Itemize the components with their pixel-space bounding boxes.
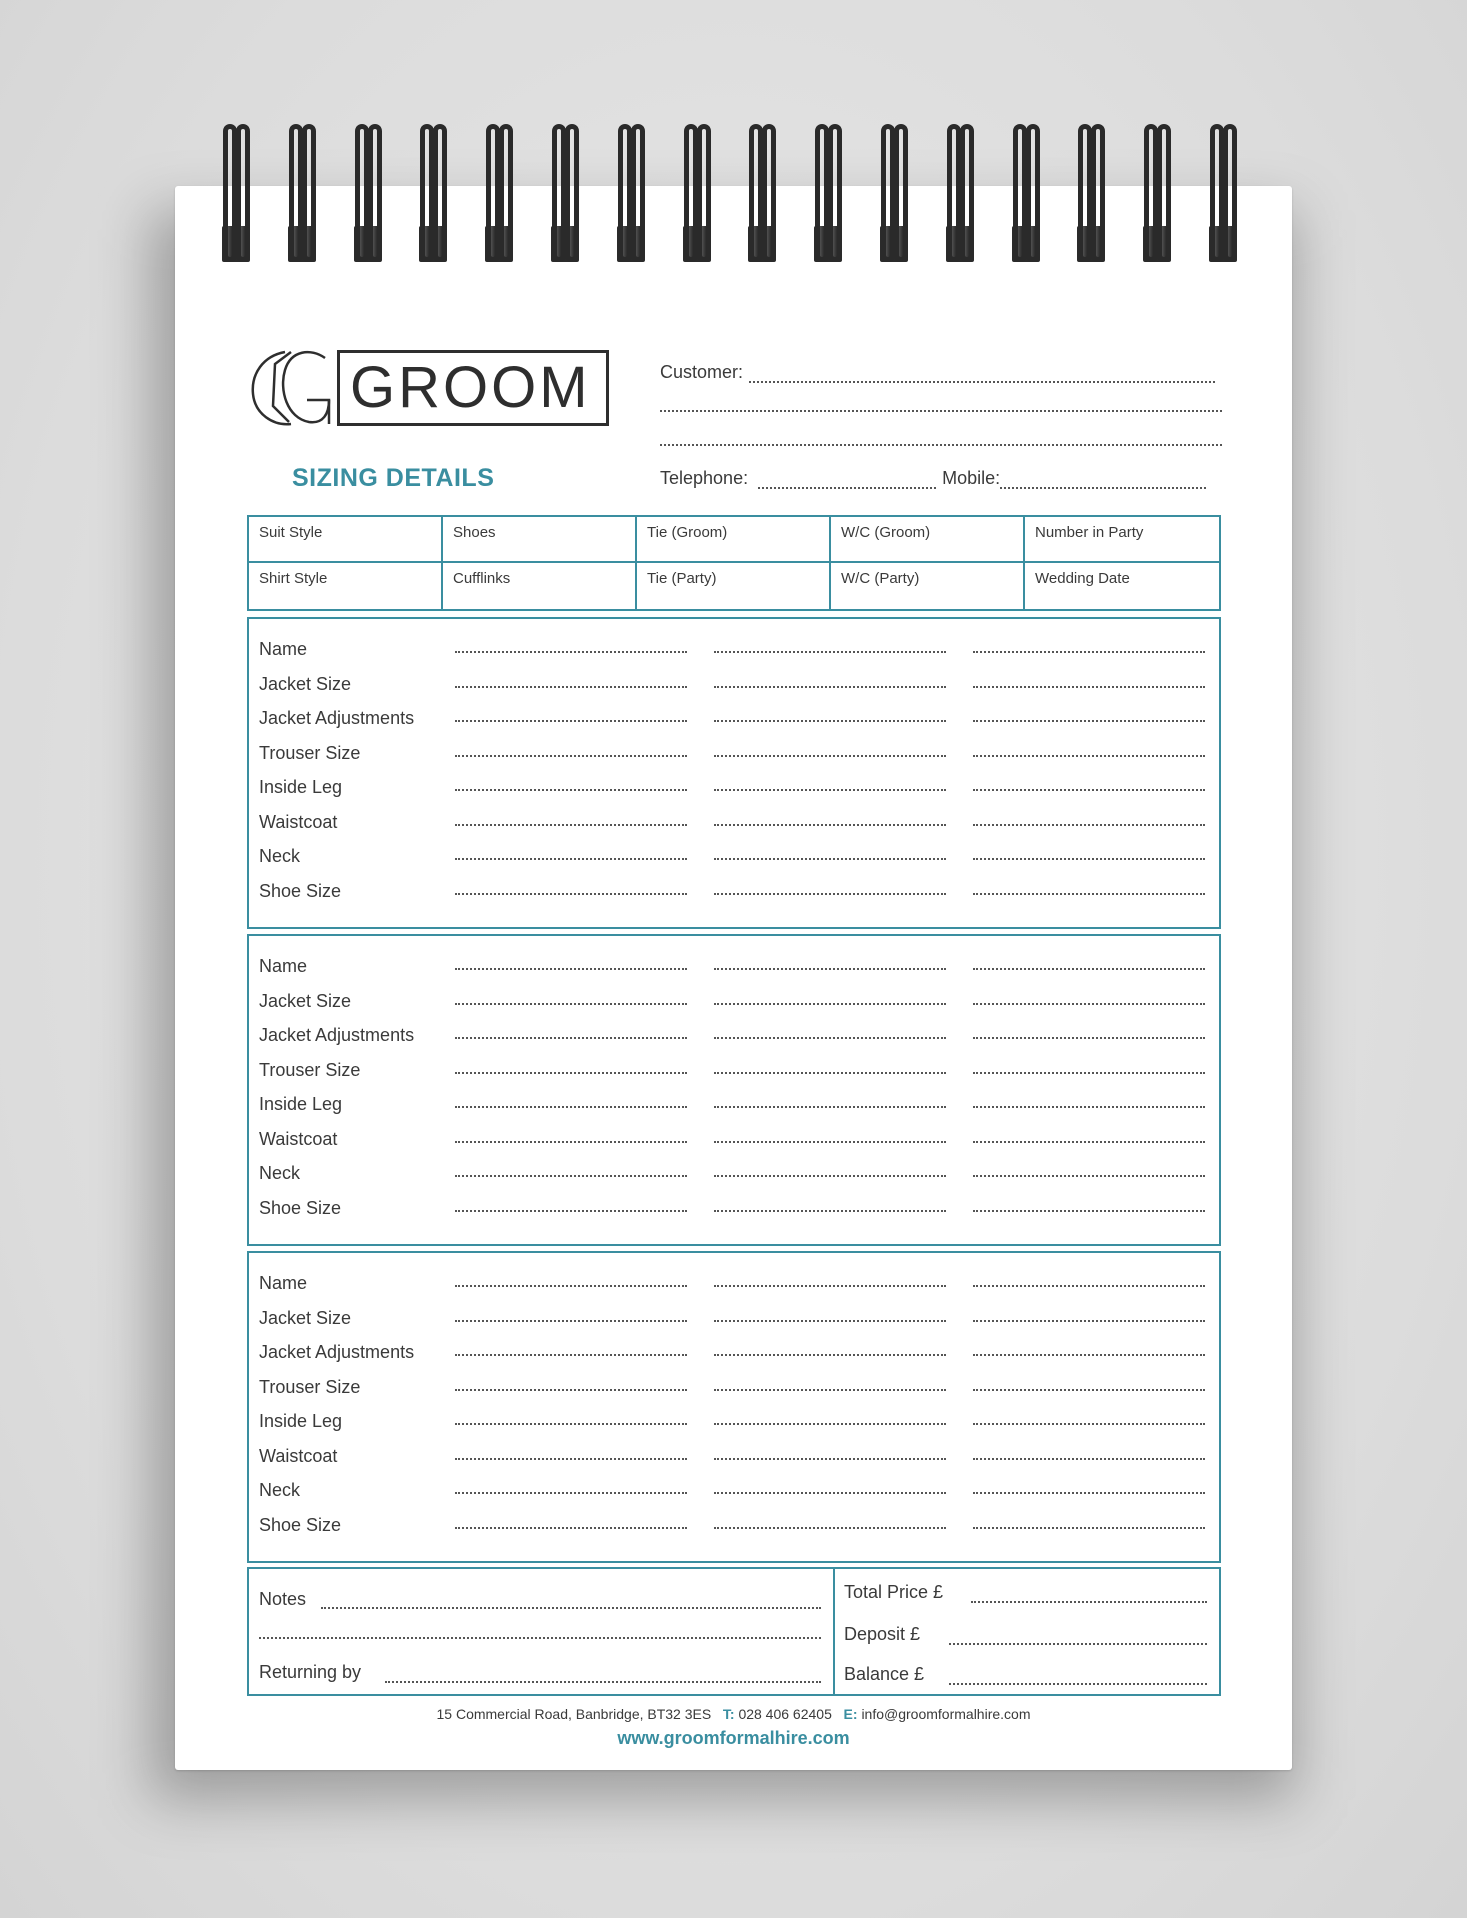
binding-ring [947,124,961,262]
sizing-entry-line[interactable] [973,720,1205,722]
footer-contact [175,1706,1292,1722]
sizing-entry-line[interactable] [973,1423,1205,1425]
notes-line-2[interactable] [259,1635,821,1639]
sizing-entry-line[interactable] [455,1285,687,1287]
binding-ring [1026,124,1040,262]
grid-cell[interactable]: W/C (Party) [831,563,1025,609]
sizing-field-label: Neck [259,846,301,866]
sizing-entry-line[interactable] [714,1210,946,1212]
notes-line[interactable] [321,1605,821,1609]
sizing-entry-line[interactable] [973,1458,1205,1460]
sizing-field-label: Jacket Size [259,673,352,694]
sizing-entry-line[interactable] [973,1492,1205,1494]
customer-line-2[interactable] [660,396,1222,412]
sizing-entry-line[interactable] [455,720,687,722]
sizing-entry-line[interactable] [973,1389,1205,1391]
footer-email: info@groomformalhire.com [861,1706,1031,1722]
sizing-row [259,1163,1209,1193]
binding-ring [894,124,908,262]
sizing-entry-line[interactable] [714,858,946,860]
sizing-field-label: Shoe Size [259,880,342,901]
footer-phone-label: T: [722,1706,735,1722]
sizing-row [259,1308,1209,1338]
footer-phone: 028 406 62405 [738,1706,832,1722]
sizing-row [259,991,1209,1021]
sizing-entry-line[interactable] [973,1285,1205,1287]
sizing-entry-line[interactable] [973,1106,1205,1108]
sizing-row [259,1377,1209,1407]
sizing-field-label: Shoe Size [259,1514,342,1535]
sizing-entry-line[interactable] [714,651,946,653]
sizing-field-label: Inside Leg [259,1411,343,1431]
sizing-row [259,1060,1209,1090]
groom-logo [245,344,615,434]
sizing-entry-line[interactable] [973,824,1205,826]
sizing-entry-line[interactable] [455,968,687,970]
balance-label: Balance £ [844,1664,925,1684]
sizing-entry-line[interactable] [455,1072,687,1074]
sizing-entry-line[interactable] [455,1175,687,1177]
sizing-field-label: Waistcoat [259,1445,338,1466]
sizing-row [259,1273,1209,1303]
binding-ring [1144,124,1158,262]
sizing-entry-line[interactable] [714,893,946,895]
sizing-entry-line[interactable] [455,686,687,688]
sizing-entry-line[interactable] [973,1003,1205,1005]
grid-cell[interactable]: Tie (Party) [637,563,831,609]
sizing-field-label: Waistcoat [259,1128,338,1149]
sizing-field-label: Inside Leg [259,1094,343,1114]
sizing-field-label: Trouser Size [259,1376,361,1397]
customer-dotted-line-3 [660,430,1222,446]
binding-ring [618,124,632,262]
sizing-row [259,708,1209,738]
sizing-entry-line[interactable] [714,755,946,757]
binding-ring [420,124,434,262]
sizing-entry-line[interactable] [973,893,1205,895]
sizing-field-label: Name [259,1273,308,1293]
notes-label: Notes [259,1589,307,1609]
sizing-entry-line[interactable] [714,686,946,688]
total-price-label: Total Price £ [844,1582,944,1602]
binding-ring [749,124,763,262]
binding-ring [697,124,711,262]
sizing-row [259,1480,1209,1510]
sizing-entry-line[interactable] [973,1037,1205,1039]
binding-ring [236,124,250,262]
sizing-entry-line[interactable] [455,755,687,757]
sizing-entry-line[interactable] [455,1389,687,1391]
notepad-page [175,186,1292,1770]
payment-notes-box [247,1567,1221,1696]
sizing-entry-line[interactable] [455,1527,687,1529]
binding-ring [1157,124,1171,262]
binding-ring [1013,124,1027,262]
mobile-dotted-line [1000,473,1206,489]
sizing-entry-line[interactable] [455,789,687,791]
binding-ring [302,124,316,262]
page-title: SIZING DETAILS [292,464,495,492]
sizing-entry-line[interactable] [455,858,687,860]
sizing-field-label: Neck [259,1480,301,1500]
payment-divider [833,1569,835,1694]
order-details-grid [247,515,1221,611]
grid-cell[interactable]: Shirt Style [249,563,443,609]
binding-ring [486,124,500,262]
sizing-box-2 [247,934,1221,1246]
sizing-field-label: Jacket Adjustments [259,1025,415,1045]
sizing-entry-line[interactable] [455,1037,687,1039]
sizing-entry-line[interactable] [714,968,946,970]
sizing-entry-line[interactable] [714,1072,946,1074]
sizing-entry-line[interactable] [973,1527,1205,1529]
customer-dotted-line-2 [660,396,1222,412]
binding-ring [1078,124,1092,262]
sizing-entry-line[interactable] [714,720,946,722]
mobile-label: Mobile: [942,468,1001,488]
sizing-entry-line[interactable] [714,824,946,826]
sizing-row [259,1342,1209,1372]
sizing-box-1 [247,617,1221,929]
sizing-entry-line[interactable] [973,686,1205,688]
binding-ring [1091,124,1105,262]
footer-email-label: E: [843,1706,858,1722]
sizing-row [259,1025,1209,1055]
telephone-label: Telephone: [660,468,749,488]
sizing-field-label: Trouser Size [259,1059,361,1080]
sizing-entry-line[interactable] [714,1106,946,1108]
sizing-entry-line[interactable] [455,1141,687,1143]
sizing-field-label: Name [259,956,308,976]
binding-ring [1223,124,1237,262]
sizing-row [259,812,1209,842]
sizing-row [259,1129,1209,1159]
sizing-field-label: Neck [259,1163,301,1183]
footer-website[interactable]: www.groomformalhire.com [617,1728,850,1748]
sizing-entry-line[interactable] [455,824,687,826]
grid-cell[interactable]: Suit Style [249,517,443,563]
binding-ring [289,124,303,262]
sizing-row [259,777,1209,807]
sizing-entry-line[interactable] [973,1210,1205,1212]
binding-ring [565,124,579,262]
deposit-line[interactable] [949,1641,1207,1645]
binding-ring [828,124,842,262]
sizing-entry-line[interactable] [714,1175,946,1177]
sizing-row [259,1094,1209,1124]
sizing-row [259,1446,1209,1476]
sizing-field-label: Trouser Size [259,742,361,763]
sizing-entry-line[interactable] [714,789,946,791]
binding-ring [881,124,895,262]
binding-ring [355,124,369,262]
sizing-entry-line[interactable] [455,1210,687,1212]
customer-field[interactable] [660,362,1215,383]
sizing-row [259,956,1209,986]
binding-ring [960,124,974,262]
sizing-entry-line[interactable] [455,1492,687,1494]
sizing-entry-line[interactable] [714,1003,946,1005]
grid-cell[interactable]: Tie (Groom) [637,517,831,563]
sizing-field-label: Shoe Size [259,1197,342,1218]
telephone-dotted-line [758,473,936,489]
customer-label: Customer: [660,362,744,382]
sizing-entry-line[interactable] [714,1320,946,1322]
sizing-row [259,1198,1209,1228]
sizing-row [259,639,1209,669]
sizing-entry-line[interactable] [455,1423,687,1425]
sizing-entry-line[interactable] [973,1072,1205,1074]
sizing-entry-line[interactable] [455,1458,687,1460]
sizing-entry-line[interactable] [455,1354,687,1356]
sizing-entry-line[interactable] [973,1175,1205,1177]
binding-ring [433,124,447,262]
footer-address: 15 Commercial Road, Banbridge, BT32 3ES [436,1706,712,1722]
sizing-entry-line[interactable] [714,1423,946,1425]
telephone-field[interactable] [660,468,1206,489]
sizing-entry-line[interactable] [973,651,1205,653]
binding-ring [499,124,513,262]
sizing-entry-line[interactable] [714,1285,946,1287]
sizing-row [259,881,1209,911]
binding-ring [368,124,382,262]
sizing-row [259,1411,1209,1441]
sizing-field-label: Jacket Size [259,1307,352,1328]
grid-cell[interactable]: Cufflinks [443,563,637,609]
grid-cell[interactable]: W/C (Groom) [831,517,1025,563]
customer-dotted-line [749,367,1215,383]
sizing-entry-line[interactable] [714,1458,946,1460]
sizing-entry-line[interactable] [714,1354,946,1356]
sizing-entry-line[interactable] [973,755,1205,757]
sizing-row [259,674,1209,704]
binding-ring [684,124,698,262]
sizing-entry-line[interactable] [973,789,1205,791]
sizing-entry-line[interactable] [973,858,1205,860]
logo-wordmark: GROOM [337,350,609,426]
sizing-field-label: Waistcoat [259,811,338,832]
sizing-entry-line[interactable] [455,1320,687,1322]
binding-ring [223,124,237,262]
sizing-entry-line[interactable] [455,1106,687,1108]
sizing-entry-line[interactable] [973,1320,1205,1322]
binding-ring [762,124,776,262]
sizing-entry-line[interactable] [455,651,687,653]
sizing-entry-line[interactable] [714,1389,946,1391]
sizing-box-3 [247,1251,1221,1563]
sizing-entry-line[interactable] [714,1492,946,1494]
binding-ring [815,124,829,262]
returning-line[interactable] [385,1679,821,1683]
sizing-row [259,846,1209,876]
sizing-entry-line[interactable] [973,1141,1205,1143]
sizing-field-label: Jacket Adjustments [259,708,415,728]
sizing-entry-line[interactable] [714,1037,946,1039]
grid-cell[interactable]: Wedding Date [1035,570,1130,587]
deposit-label: Deposit £ [844,1624,921,1644]
total-price-line[interactable] [971,1599,1207,1603]
groom-monogram-icon [245,344,345,434]
balance-line[interactable] [949,1681,1207,1685]
sizing-entry-line[interactable] [973,968,1205,970]
grid-cell[interactable]: Shoes [443,517,637,563]
customer-line-3[interactable] [660,430,1222,446]
sizing-row [259,1515,1209,1545]
sizing-entry-line[interactable] [455,1003,687,1005]
sizing-field-label: Jacket Adjustments [259,1342,415,1362]
sizing-row [259,743,1209,773]
binding-ring [631,124,645,262]
sizing-entry-line[interactable] [714,1141,946,1143]
sizing-field-label: Jacket Size [259,990,352,1011]
sizing-entry-line[interactable] [714,1527,946,1529]
binding-ring [1210,124,1224,262]
sizing-entry-line[interactable] [973,1354,1205,1356]
sizing-entry-line[interactable] [455,893,687,895]
returning-label: Returning by [259,1662,362,1682]
binding-ring [552,124,566,262]
sizing-field-label: Name [259,639,308,659]
sizing-field-label: Inside Leg [259,777,343,797]
grid-cell[interactable]: Number in Party [1025,517,1219,563]
